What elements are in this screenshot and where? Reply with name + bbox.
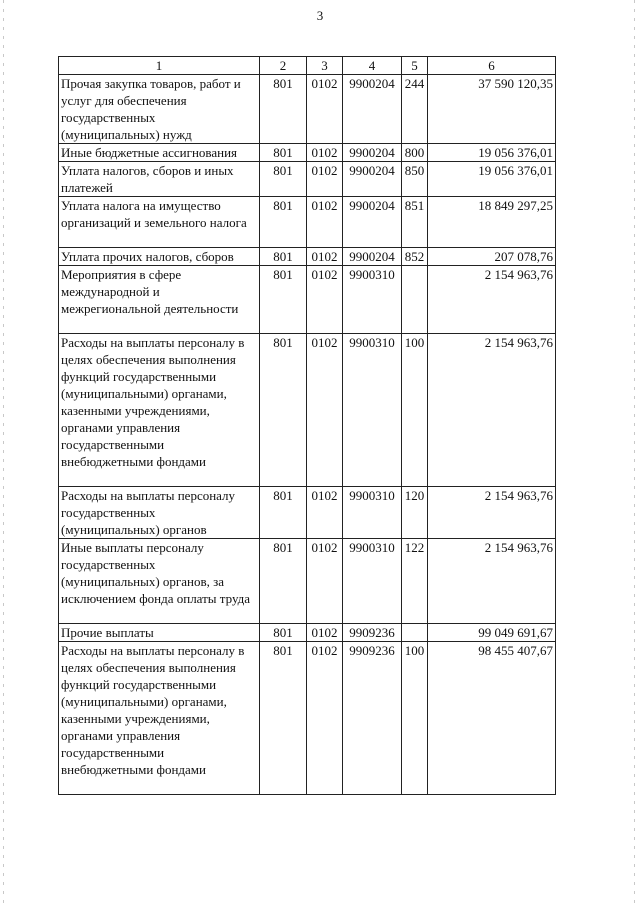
- row-name: Иные выплаты персоналу государственных (муниципальных) органов, за исключением фонда оплаты труда: [59, 539, 260, 624]
- cell-code-2: 801: [260, 487, 307, 539]
- cell-code-3: 0102: [307, 197, 343, 248]
- row-name: Расходы на выплаты персоналу в целях обеспечения выполнения функций государственными (муниципальными) органами, казенными учреждениями, органами управления государственными внебюджетными фондами: [59, 334, 260, 487]
- cell-code-3: 0102: [307, 624, 343, 642]
- table-row: [59, 75, 556, 144]
- cell-amount: 2 154 963,76: [428, 539, 556, 624]
- table-row: [59, 162, 556, 197]
- cell-code-3: 0102: [307, 248, 343, 266]
- cell-code-4: 9900204: [343, 248, 402, 266]
- column-header: 4: [343, 57, 402, 75]
- cell-code-5: 120: [402, 487, 428, 539]
- cell-code-4: 9900310: [343, 334, 402, 487]
- cell-code-5: 800: [402, 144, 428, 162]
- column-header: 5: [402, 57, 428, 75]
- cell-code-2: 801: [260, 624, 307, 642]
- cell-amount: 18 849 297,25: [428, 197, 556, 248]
- cell-code-2: 801: [260, 266, 307, 334]
- row-name: Мероприятия в сфере международной и межрегиональной деятельности: [59, 266, 260, 334]
- cell-code-2: 801: [260, 248, 307, 266]
- cell-code-2: 801: [260, 162, 307, 197]
- cell-code-2: 801: [260, 197, 307, 248]
- cell-code-2: 801: [260, 334, 307, 487]
- column-header: 3: [307, 57, 343, 75]
- cell-code-4: 9900204: [343, 197, 402, 248]
- cell-code-5: [402, 624, 428, 642]
- scan-edge-right: [634, 0, 635, 905]
- column-header: 2: [260, 57, 307, 75]
- page-number: 3: [316, 8, 324, 23]
- row-name: Уплата прочих налогов, сборов: [59, 248, 260, 266]
- cell-code-5: 852: [402, 248, 428, 266]
- cell-code-3: 0102: [307, 539, 343, 624]
- table-row: [59, 197, 556, 248]
- row-name: Расходы на выплаты персоналу в целях обеспечения выполнения функций государственными (муниципальными) органами, казенными учреждениями, органами управления государственными внебюджетными фондами: [59, 642, 260, 795]
- table-row: [59, 144, 556, 162]
- cell-code-4: 9900310: [343, 539, 402, 624]
- cell-amount: 19 056 376,01: [428, 144, 556, 162]
- table-row: [59, 624, 556, 642]
- cell-amount: 2 154 963,76: [428, 487, 556, 539]
- row-name: Прочие выплаты: [59, 624, 260, 642]
- cell-code-5: 100: [402, 642, 428, 795]
- cell-code-3: 0102: [307, 162, 343, 197]
- cell-code-4: 9900204: [343, 144, 402, 162]
- cell-code-3: 0102: [307, 144, 343, 162]
- table-row: [59, 642, 556, 795]
- cell-code-2: 801: [260, 144, 307, 162]
- cell-code-5: 100: [402, 334, 428, 487]
- cell-code-4: 9900310: [343, 266, 402, 334]
- cell-code-3: 0102: [307, 642, 343, 795]
- cell-amount: 98 455 407,67: [428, 642, 556, 795]
- table-row: [59, 266, 556, 334]
- table-row: [59, 539, 556, 624]
- cell-code-4: 9900310: [343, 487, 402, 539]
- row-name: Уплата налогов, сборов и иных платежей: [59, 162, 260, 197]
- row-name: Уплата налога на имущество организаций и земельного налога: [59, 197, 260, 248]
- column-header: 1: [59, 57, 260, 75]
- cell-code-4: 9900204: [343, 162, 402, 197]
- cell-code-3: 0102: [307, 334, 343, 487]
- cell-code-4: 9909236: [343, 642, 402, 795]
- table-header-row: [59, 57, 556, 75]
- cell-code-5: 244: [402, 75, 428, 144]
- cell-amount: 207 078,76: [428, 248, 556, 266]
- table-row: [59, 334, 556, 487]
- row-name: Прочая закупка товаров, работ и услуг для обеспечения государственных (муниципальных) нужд: [59, 75, 260, 144]
- cell-code-4: 9909236: [343, 624, 402, 642]
- row-name: Иные бюджетные ассигнования: [59, 144, 260, 162]
- cell-code-4: 9900204: [343, 75, 402, 144]
- row-name: Расходы на выплаты персоналу государственных (муниципальных) органов: [59, 487, 260, 539]
- cell-code-5: 851: [402, 197, 428, 248]
- cell-code-3: 0102: [307, 75, 343, 144]
- cell-amount: 99 049 691,67: [428, 624, 556, 642]
- cell-code-5: [402, 266, 428, 334]
- cell-amount: 2 154 963,76: [428, 266, 556, 334]
- table-row: [59, 487, 556, 539]
- cell-amount: 2 154 963,76: [428, 334, 556, 487]
- cell-code-2: 801: [260, 75, 307, 144]
- cell-code-2: 801: [260, 539, 307, 624]
- table-row: [59, 248, 556, 266]
- cell-code-5: 122: [402, 539, 428, 624]
- cell-code-3: 0102: [307, 266, 343, 334]
- cell-amount: 19 056 376,01: [428, 162, 556, 197]
- column-header: 6: [428, 57, 556, 75]
- cell-code-3: 0102: [307, 487, 343, 539]
- cell-amount: 37 590 120,35: [428, 75, 556, 144]
- budget-table: [58, 56, 556, 795]
- cell-code-2: 801: [260, 642, 307, 795]
- scan-edge-left: [3, 0, 4, 905]
- cell-code-5: 850: [402, 162, 428, 197]
